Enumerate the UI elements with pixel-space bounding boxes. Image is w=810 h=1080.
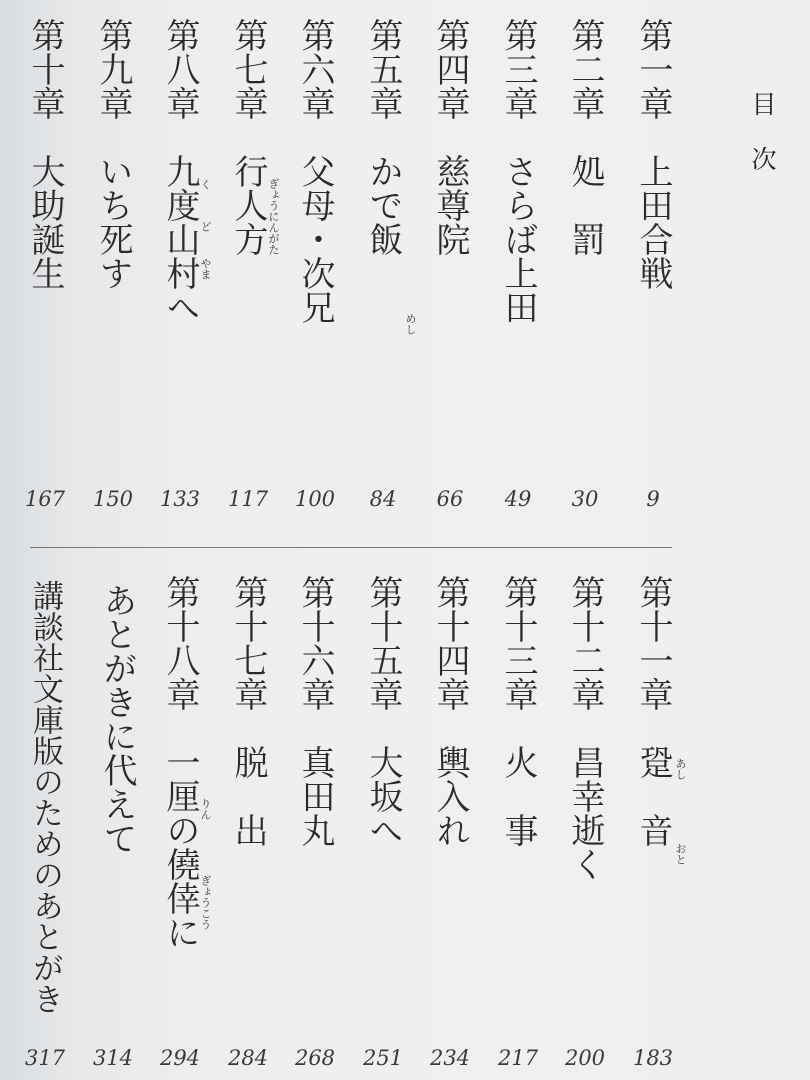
page-number: 234 xyxy=(429,1046,471,1070)
chapter-title: 昌幸逝く xyxy=(565,745,605,881)
ruby-ku: く xyxy=(199,179,212,190)
toc-heading xyxy=(746,92,782,202)
chapter-title: 一厘の僥倖に xyxy=(160,745,200,949)
page-number: 294 xyxy=(159,1046,201,1070)
toc-heading-char-1: 目 xyxy=(751,90,777,119)
page-number: 117 xyxy=(227,487,269,511)
toc-entry-afterword[interactable] xyxy=(96,575,138,1045)
afterword-title: あとがきに代えて xyxy=(97,583,137,855)
page-number: 150 xyxy=(92,487,134,511)
page-number: 30 xyxy=(571,487,599,511)
toc-entry-chapter-13[interactable] xyxy=(497,575,539,1045)
chapter-label: 第九章 xyxy=(93,18,133,120)
chapter-label: 第八章 xyxy=(160,18,200,120)
page-number: 284 xyxy=(227,1046,269,1070)
toc-entry-line xyxy=(92,18,134,290)
chapter-title: 慈尊院 xyxy=(430,154,470,256)
toc-entry-chapter-2[interactable] xyxy=(564,18,606,488)
page-number: 317 xyxy=(24,1046,66,1070)
ruby-yama: やま xyxy=(199,258,212,280)
toc-entry-line xyxy=(294,18,336,324)
toc-entry-line xyxy=(159,575,201,949)
ruby-meshi: めし xyxy=(404,313,417,335)
chapter-title: 処 罰 xyxy=(565,154,605,256)
chapter-label: 第四章 xyxy=(430,18,470,120)
chapter-title: さらば上田 xyxy=(498,154,538,324)
chapter-title: 火 事 xyxy=(498,745,538,847)
chapter-title: 脱 出 xyxy=(228,745,268,847)
toc-heading-char-2: 次 xyxy=(751,145,777,174)
page-number: 84 xyxy=(369,487,397,511)
toc-entry-line xyxy=(227,18,269,256)
chapter-title: 輿入れ xyxy=(430,745,470,847)
chapter-label: 第十章 xyxy=(25,18,65,120)
page-number: 217 xyxy=(497,1046,539,1070)
toc-entry-chapter-6[interactable] xyxy=(294,18,336,488)
toc-entry-chapter-5[interactable] xyxy=(362,18,417,488)
toc-entry-chapter-16[interactable] xyxy=(294,575,336,1045)
toc-entry-chapter-3[interactable] xyxy=(497,18,539,488)
chapter-label: 第十一章 xyxy=(633,575,673,711)
toc-entry-line xyxy=(632,575,674,847)
chapter-label: 第七章 xyxy=(228,18,268,120)
toc-entry-chapter-12[interactable] xyxy=(564,575,606,1045)
chapter-title: 上田合戦 xyxy=(633,154,673,290)
toc-entry-chapter-8[interactable] xyxy=(159,18,212,488)
chapter-label: 第三章 xyxy=(498,18,538,120)
toc-entry-chapter-11[interactable] xyxy=(632,575,687,1045)
chapter-label: 第十二章 xyxy=(565,575,605,711)
page-number: 66 xyxy=(436,487,464,511)
page-number: 167 xyxy=(24,487,66,511)
toc-entry-chapter-9[interactable] xyxy=(92,18,134,488)
ruby-rin: りん xyxy=(199,798,212,820)
chapter-label: 第六章 xyxy=(295,18,335,120)
page-number: 251 xyxy=(362,1046,404,1070)
toc-entry-line xyxy=(227,575,269,847)
chapter-title: かで飯 xyxy=(363,154,403,256)
chapter-title: 真田丸 xyxy=(295,745,335,847)
chapter-label: 第一章 xyxy=(633,18,673,120)
toc-entry-line xyxy=(429,575,471,847)
toc-entry-line xyxy=(564,18,606,256)
chapter-label: 第五章 xyxy=(363,18,403,120)
page-number: 200 xyxy=(564,1046,606,1070)
toc-entry-chapter-15[interactable] xyxy=(362,575,404,1045)
ruby-oto: おと xyxy=(674,843,687,865)
page-number: 100 xyxy=(294,487,336,511)
toc-entry-line xyxy=(362,18,404,256)
toc-entry-bunko-afterword[interactable] xyxy=(26,580,68,1050)
chapter-title: 九度山村へ xyxy=(160,154,200,324)
toc-entry-line xyxy=(24,18,66,290)
chapter-title: 父母・次兄 xyxy=(295,154,335,324)
page-number: 314 xyxy=(92,1046,134,1070)
toc-entry-chapter-7[interactable] xyxy=(227,18,280,488)
toc-entry-line xyxy=(497,575,539,847)
toc-entry-line xyxy=(294,575,336,847)
section-divider xyxy=(30,547,672,548)
toc-entry-line xyxy=(497,18,539,324)
chapter-label: 第十三章 xyxy=(498,575,538,711)
toc-entry-line xyxy=(632,18,674,290)
chapter-label: 第十六章 xyxy=(295,575,335,711)
toc-entry-line xyxy=(362,575,404,847)
bunko-afterword-title: 講談社文庫版のためのあとがき xyxy=(27,580,63,1014)
ruby-gyoukou: ぎょうこう xyxy=(199,875,212,930)
chapter-label: 第十七章 xyxy=(228,575,268,711)
page-number: 9 xyxy=(646,487,660,511)
ruby-ashi: あし xyxy=(674,758,687,780)
chapter-label: 第十五章 xyxy=(363,575,403,711)
toc-entry-line xyxy=(564,575,606,881)
toc-entry-line xyxy=(159,18,201,324)
chapter-title: 大坂へ xyxy=(363,745,403,847)
toc-entry-chapter-4[interactable] xyxy=(429,18,471,488)
page-number: 268 xyxy=(294,1046,336,1070)
chapter-title: いち死す xyxy=(93,154,133,290)
toc-entry-chapter-14[interactable] xyxy=(429,575,471,1045)
toc-entry-chapter-17[interactable] xyxy=(227,575,269,1045)
toc-entry-chapter-1[interactable] xyxy=(632,18,674,488)
ruby-do: ど xyxy=(199,221,212,232)
chapter-label: 第十八章 xyxy=(160,575,200,711)
page-number: 183 xyxy=(632,1046,674,1070)
toc-entry-line xyxy=(429,18,471,256)
ruby-gyouningata: ぎょうにんがた xyxy=(267,178,280,255)
page-number: 49 xyxy=(504,487,532,511)
toc-entry-chapter-10[interactable] xyxy=(24,18,66,488)
toc-entry-chapter-18[interactable] xyxy=(159,575,212,1045)
chapter-title: 跫 音 xyxy=(633,745,673,847)
chapter-title: 行人方 xyxy=(228,154,268,256)
page-number: 133 xyxy=(159,487,201,511)
chapter-title: 大助誕生 xyxy=(25,154,65,290)
chapter-label: 第二章 xyxy=(565,18,605,120)
chapter-label: 第十四章 xyxy=(430,575,470,711)
